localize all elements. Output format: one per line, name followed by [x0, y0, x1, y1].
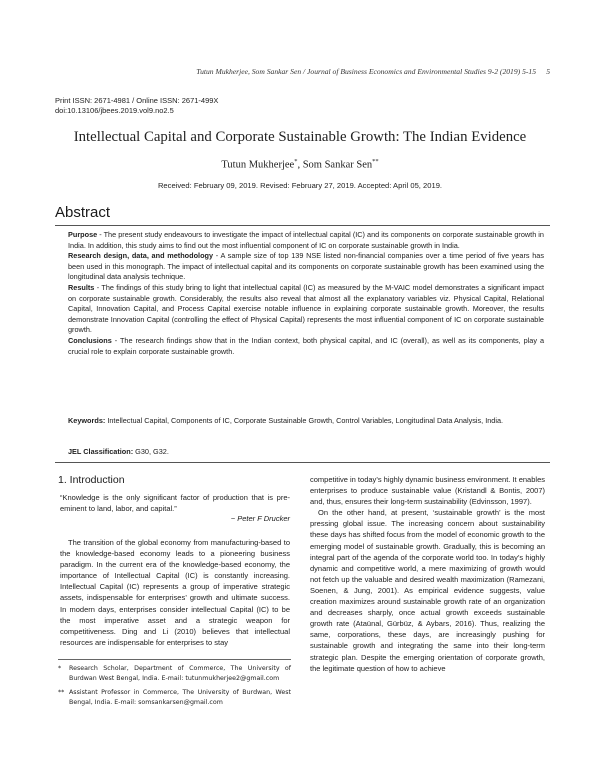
paragraph: competitive in today’s highly dynamic business environment. It enables enterprises to produce sustainable value (Kristandl & Bontis, 2007) and, thus, ensures their long-term sustainability (Edvinsson, 1997). [310, 475, 545, 507]
abstract-design [68, 251, 544, 283]
abstract-body [68, 230, 544, 357]
purpose-label: Purpose [68, 230, 98, 239]
issn-line: Print ISSN: 2671-4981 / Online ISSN: 2671-499X [55, 96, 219, 105]
jel-label: JEL Classification: [68, 447, 134, 456]
footnote-text: Research Scholar, Department of Commerce, The University of Burdwan West Bengal, India. E-mail: tutunmukherjee2@gmail.com [69, 665, 291, 682]
author-2-mark: ** [372, 158, 379, 165]
introduction-right-column [310, 474, 545, 674]
introduction-heading: 1. Introduction [58, 474, 125, 486]
author-line [40, 158, 560, 171]
purpose-text: - The present study endeavours to investigate the impact of intellectual capital (IC) and its components on corporate sustainable growth in India. In addition, this study aims to find out the most influential component of IC on corporate sustainable growth in India. [68, 230, 544, 250]
design-text: - A sample size of top 139 NSE listed non-financial companies over a time period of five years has been used in this monograph. The impact of intellectual capital and its components on corporate sustainable growth has been examined using the longitudinal data analysis technique. [68, 251, 544, 282]
keywords-label: Keywords: [68, 416, 106, 425]
jel-classification [68, 447, 169, 456]
abstract-purpose [68, 230, 544, 251]
abstract-divider [55, 225, 550, 226]
design-label: Research design, data, and methodology [68, 251, 214, 261]
doi-line: doi:10.13106/jbees.2019.vol9.no2.5 [55, 105, 174, 115]
running-title: Tutun Mukherjee, Som Sankar Sen / Journal of Business Economics and Environmental Studies 9-2 (2019) 5-15 [196, 67, 536, 76]
footnote-mark: * [58, 665, 62, 672]
running-header [60, 67, 550, 79]
footnote-mark: ** [58, 689, 65, 696]
issn-block [55, 96, 218, 115]
paragraph: On the other hand, at present, ‘sustainable growth’ is the most pressing global issue. The increasing concern about sustainability these days has shifted focus from the model of economic growth to the emerging model of sustainable growth. Gradually, this is becoming an integral part of the agenda of the corporate world too. In today’s highly dynamic and competitive world, a mere maximizing of growth would not fetch up the valuable and desired wealth maximization (Ramezani, Soenen, & Jung, 2001). As empirical evidence suggests, value creation maximizes around sustainable growth rate of an organization and decreases sharply, once actual growth exceeds sustainable growth rate (Ataünal, Gürbüz, & Aybars, 2016). Thus, realizing the same, corporations, these days, are increasingly pushing for sustainable growth and integrating the same into their long-term strategic plan. Despite the emerging orientation of corporate growth, the legitimate question of how to achieve [310, 508, 545, 673]
paper-title: Intellectual Capital and Corporate Sustainable Growth: The Indian Evidence [73, 129, 527, 145]
submission-dates: Received: February 09, 2019. Revised: February 27, 2019. Accepted: April 05, 2019. [157, 181, 443, 190]
abstract-results [68, 283, 544, 336]
footnote-2 [58, 688, 291, 707]
author-separator: , [297, 159, 303, 171]
page-number: 5 [546, 67, 550, 76]
keywords-text: Intellectual Capital, Components of IC, Corporate Sustainable Growth, Control Variables, Longitudinal Data Analysis, India. [105, 416, 504, 425]
epigraph-attribution: ~ Peter F Drucker [230, 514, 290, 523]
introduction-left-column [60, 537, 290, 648]
jel-text: G30, G32. [133, 447, 169, 456]
abstract-heading: Abstract [55, 204, 111, 221]
footnote-text: Assistant Professor in Commerce, The University of Burdwan, West Bengal, India. E-mail: somsankarsen@gmail.com [69, 689, 291, 706]
author-2: Som Sankar Sen [302, 159, 373, 171]
results-text: - The findings of this study bring to light that intellectual capital (IC) as measured by the M-VAIC model demonstrates a significant impact on corporate sustainable growth. Considerably, the results also reveal that almost all the explanatory variables viz. Physical Capital, Relational Capital, Innovation Capital, and Process Capital exercise notable influence in explaining corporate sustainable growth. Moreover, the results demonstrate Innovation Capital (controlling the effect of Physical Capital) represents the most influential component of IC on corporate sustainable growth. [68, 282, 544, 335]
footnote-divider [58, 659, 291, 660]
section-divider [55, 462, 550, 463]
paragraph: The transition of the global economy from manufacturing-based to the knowledge-based economy leads to a pioneering business paradigm. In the current era of the knowledge-based economy, the importance of Intellectual Capital (IC) is constantly increasing. Intellectual Capital (IC) represents a group of imperative strategic assets, indispensable for enterprises’ growth and ultimate success. In modern days, enterprises consider intellectual Capital (IC) to be the most imperative asset and a strategic weapon for competitiveness. Ding and Li (2010) believes that intellectual resources are indispensable for enterprises to stay [60, 538, 290, 647]
abstract-conclusions [68, 336, 544, 357]
footnote-1 [58, 664, 291, 683]
conclusions-text: - The research findings show that in the Indian context, both physical capital, and IC (overall), as well as its components, play a crucial role to explain corporate sustainable growth. [68, 335, 544, 356]
author-1-mark: * [294, 158, 298, 165]
results-label: Results [68, 282, 95, 292]
conclusions-label: Conclusions [68, 335, 112, 345]
author-1: Tutun Mukherjee [221, 159, 295, 171]
keywords [68, 416, 544, 427]
epigraph-quote: “Knowledge is the only significant factor of production that is pre-eminent to land, labor, and capital.” [60, 493, 290, 514]
